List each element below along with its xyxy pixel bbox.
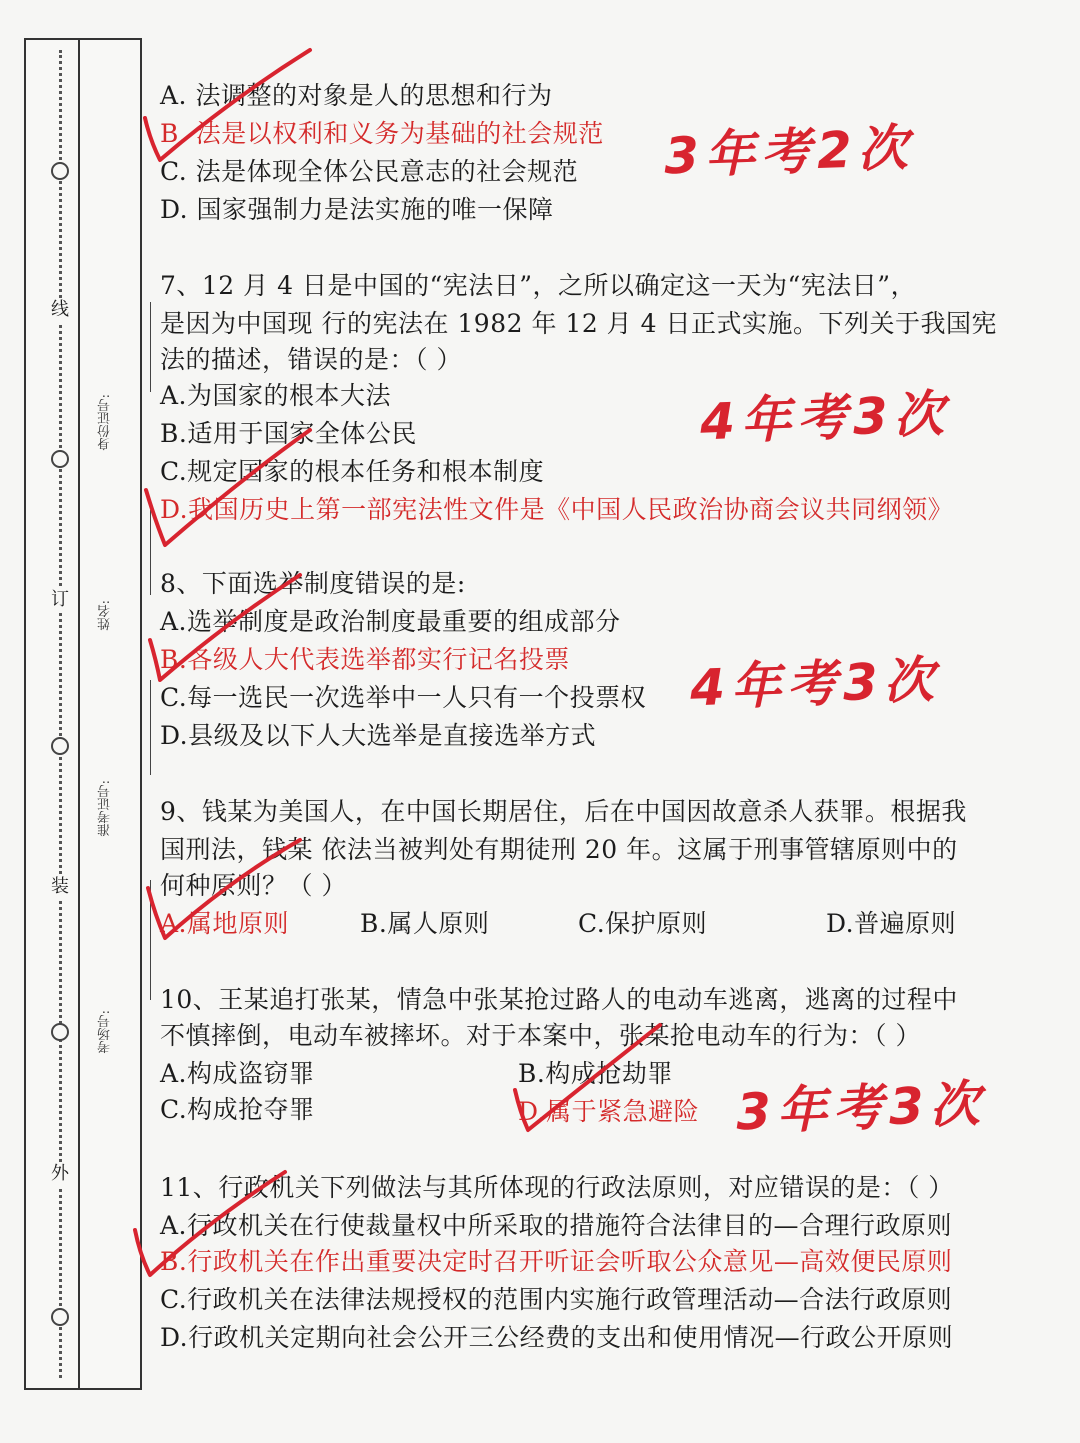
field-line bbox=[150, 302, 151, 392]
binding-mark-zhuang: 装 bbox=[46, 875, 74, 899]
q9-option-c: C.保护原则 bbox=[578, 909, 708, 938]
q9-option-d: D.普遍原则 bbox=[826, 909, 957, 938]
q6-option-a: A. 法调整的对象是人的思想和行为 bbox=[160, 81, 553, 110]
q9-stem-line2: 国刑法，钱某 依法当被判处有期徒刑 20 年。这属于刑事管辖原则中的 bbox=[160, 835, 958, 864]
q8-option-c: C.每一选民一次选举中一人只有一个投票权 bbox=[160, 683, 647, 712]
q8-option-b-answer: B.各级人大代表选举都实行记名投票 bbox=[160, 645, 570, 674]
q7-option-d-answer: D.我国历史上第一部宪法性文件是《中国人民政治协商会议共同纲领》 bbox=[160, 495, 954, 524]
binding-divider bbox=[78, 40, 80, 1388]
field-room-label: 考场号: bbox=[98, 1010, 113, 1054]
binding-hole-icon bbox=[51, 162, 69, 180]
q10-stem-line2: 不慎摔倒，电动车被摔坏。对于本案中，张某抢电动车的行为：（ ） bbox=[160, 1021, 921, 1050]
q6-option-d: D. 国家强制力是法实施的唯一保障 bbox=[160, 195, 554, 224]
handwritten-note-q7: 4年考3次 bbox=[699, 384, 951, 452]
q11-option-b-answer: B.行政机关在作出重要决定时召开听证会听取公众意见—高效便民原则 bbox=[160, 1247, 953, 1276]
binding-strip bbox=[24, 38, 142, 1390]
q11-option-d: D.行政机关定期向社会公开三公经费的支出和使用情况—行政公开原则 bbox=[160, 1323, 954, 1352]
q7-option-c: C.规定国家的根本任务和根本制度 bbox=[160, 457, 545, 486]
q9-option-a-answer: A.属地原则 bbox=[160, 909, 290, 938]
binding-mark-xian: 线 bbox=[46, 298, 74, 322]
binding-hole-icon bbox=[51, 1023, 69, 1041]
q11-option-c: C.行政机关在法律法规授权的范围内实施行政管理活动—合法行政原则 bbox=[160, 1285, 953, 1314]
q9-stem-line3: 何种原则？（ ） bbox=[160, 871, 347, 900]
q10-stem-line1: 10、王某追打张某，情急中张某抢过路人的电动车逃离，逃离的过程中 bbox=[160, 985, 958, 1014]
binding-hole-icon bbox=[51, 737, 69, 755]
field-name-label: 姓名: bbox=[98, 600, 113, 631]
q8-option-d: D.县级及以下人大选举是直接选举方式 bbox=[160, 721, 597, 750]
field-id-number-label: 身份证号: bbox=[98, 394, 113, 451]
binding-hole-icon bbox=[51, 450, 69, 468]
handwritten-note-q6: 3年考2次 bbox=[663, 118, 915, 186]
q9-stem-line1: 9、钱某为美国人，在中国长期居住，后在中国因故意杀人获罪。根据我 bbox=[160, 797, 967, 826]
q7-stem-line3: 法的描述，错误的是：（ ） bbox=[160, 345, 462, 374]
handwritten-note-q8: 4年考3次 bbox=[689, 650, 941, 718]
q10-option-b: B.构成抢劫罪 bbox=[518, 1059, 673, 1088]
q7-stem-line2: 是因为中国现 行的宪法在 1982 年 12 月 4 日正式实施。下列关于我国宪 bbox=[160, 309, 997, 338]
q7-option-a: A.为国家的根本大法 bbox=[160, 381, 392, 410]
handwritten-note-q10: 3年考3次 bbox=[735, 1074, 987, 1142]
field-line bbox=[150, 510, 151, 595]
field-line bbox=[150, 880, 151, 1000]
q10-option-a: A.构成盗窃罪 bbox=[160, 1059, 315, 1088]
q11-stem: 11、行政机关下列做法与其所体现的行政法原则，对应错误的是：（ ） bbox=[160, 1173, 954, 1202]
binding-hole-icon bbox=[51, 1308, 69, 1326]
binding-mark-ding: 订 bbox=[46, 588, 74, 612]
q7-option-b: B.适用于国家全体公民 bbox=[160, 419, 417, 448]
q6-option-c: C. 法是体现全体公民意志的社会规范 bbox=[160, 157, 579, 186]
q8-stem: 8、下面选举制度错误的是: bbox=[160, 569, 466, 598]
q9-option-b: B.属人原则 bbox=[360, 909, 490, 938]
field-admission-label: 准考证号: bbox=[98, 780, 113, 837]
q6-option-b-answer: B. 法是以权利和义务为基础的社会规范 bbox=[160, 119, 604, 148]
q11-option-a: A.行政机关在行使裁量权中所采取的措施符合法律目的—合理行政原则 bbox=[160, 1211, 953, 1240]
field-line bbox=[150, 680, 151, 775]
q10-option-c: C.构成抢夺罪 bbox=[160, 1095, 315, 1124]
q7-stem-line1: 7、12 月 4 日是中国的“宪法日”，之所以确定这一天为“宪法日”， bbox=[160, 271, 917, 300]
q10-option-d-answer: D.属于紧急避险 bbox=[518, 1097, 700, 1126]
binding-mark-wai: 外 bbox=[46, 1162, 74, 1186]
q8-option-a: A.选举制度是政治制度最重要的组成部分 bbox=[160, 607, 621, 636]
